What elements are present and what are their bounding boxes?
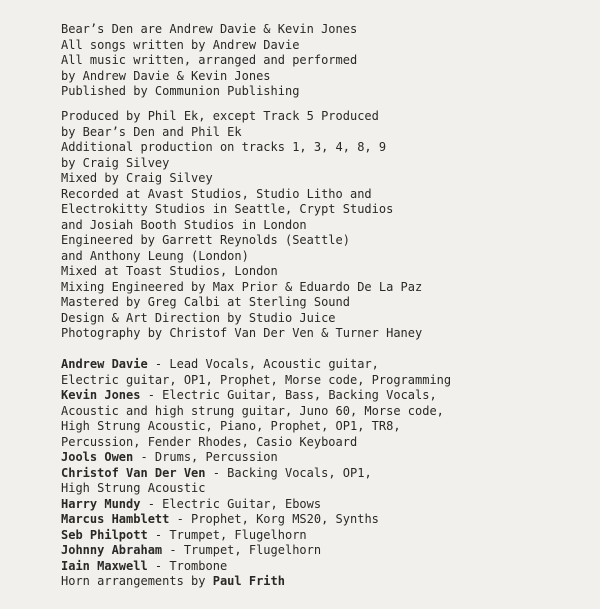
credit-line: by Andrew Davie & Kevin Jones <box>61 68 271 83</box>
credit-line: by Bear’s Den and Phil Ek <box>61 124 242 139</box>
musician-credit-kevin <box>61 388 591 404</box>
musician-role-continuation: High Strung Acoustic <box>61 481 206 495</box>
credit-line: and Josiah Booth Studios in London <box>61 217 307 232</box>
credit-line: Bear’s Den are Andrew Davie & Kevin Jones <box>61 22 358 36</box>
credit-line: All music written, arranged and performed <box>61 53 358 67</box>
credit-line: Mixed by Craig Silvey <box>61 171 213 185</box>
musician-role-continuation: Electric guitar, OP1, Prophet, Morse code, Programming <box>61 372 452 387</box>
credit-line: Mixing Engineered by Max Prior & Eduardo De La Paz <box>61 279 423 294</box>
musician-credit-christof <box>61 466 591 482</box>
musician-name: Kevin Jones <box>61 388 141 402</box>
musician-credits-block <box>61 357 591 590</box>
credit-line: Engineered by Garrett Reynolds (Seattle) <box>61 233 350 247</box>
musician-role: - Trumpet, Flugelhorn <box>147 527 307 542</box>
musician-credit-johnny <box>61 543 591 559</box>
musician-name: Andrew Davie <box>61 357 148 371</box>
credit-line: All songs written by Andrew Davie <box>61 37 300 52</box>
horn-arrangement-credit <box>61 574 591 590</box>
band-credits-block <box>61 22 591 100</box>
credit-line: by Craig Silvey <box>61 155 170 170</box>
credit-line: Mixed at Toast Studios, London <box>61 264 278 278</box>
musician-credit-andrew <box>61 357 591 373</box>
arranger-name: Paul Frith <box>212 574 285 588</box>
credit-line: Photography by Christof Van Der Ven & Turner Haney <box>61 326 423 340</box>
musician-role: - Lead Vocals, Acoustic guitar, <box>147 357 379 371</box>
credit-line: and Anthony Leung (London) <box>61 248 249 263</box>
credit-line: Mastered by Greg Calbi at Sterling Sound <box>61 295 350 309</box>
musician-role-continuation: Percussion, Fender Rhodes, Casio Keyboard <box>61 434 358 449</box>
musician-name: Christof Van Der Ven <box>61 465 206 480</box>
credit-line: Design & Art Direction by Studio Juice <box>61 310 336 325</box>
credit-line: Additional production on tracks 1, 3, 4, 8, 9 <box>61 140 387 154</box>
musician-role: - Drums, Percussion <box>133 450 278 464</box>
credit-line: Electrokitty Studios in Seattle, Crypt Studios <box>61 202 394 216</box>
musician-role-continuation: High Strung Acoustic, Piano, Prophet, OP1, TR8, <box>61 419 401 433</box>
credit-line: Produced by Phil Ek, except Track 5 Produced <box>61 109 379 123</box>
musician-credit-jools <box>61 450 591 466</box>
musician-role-continuation: Acoustic and high strung guitar, Juno 60, Morse code, <box>61 403 444 418</box>
musician-credit-iain <box>61 559 591 575</box>
musician-name: Marcus Hamblett <box>61 512 170 526</box>
musician-role: - Backing Vocals, OP1, <box>205 465 372 480</box>
musician-name: Seb Philpott <box>61 527 148 542</box>
horn-credit-prefix: Horn arrangements by <box>61 574 213 588</box>
credit-line: Published by Communion Publishing <box>61 84 300 98</box>
musician-role: - Electric Guitar, Ebows <box>140 496 322 511</box>
production-credits-block <box>61 109 591 342</box>
musician-name: Iain Maxwell <box>61 558 148 573</box>
musician-role: - Prophet, Korg MS20, Synths <box>169 512 379 526</box>
musician-role: - Trumpet, Flugelhorn <box>162 543 322 557</box>
credit-line: Recorded at Avast Studios, Studio Litho and <box>61 186 372 201</box>
musician-name: Harry Mundy <box>61 496 141 511</box>
musician-name: Jools Owen <box>61 450 134 464</box>
musician-role: - Trombone <box>147 558 228 573</box>
musician-credit-seb <box>61 528 591 544</box>
musician-role: - Electric Guitar, Bass, Backing Vocals, <box>140 388 437 402</box>
musician-credit-harry <box>61 497 591 513</box>
musician-credit-marcus <box>61 512 591 528</box>
musician-name: Johnny Abraham <box>61 543 163 557</box>
